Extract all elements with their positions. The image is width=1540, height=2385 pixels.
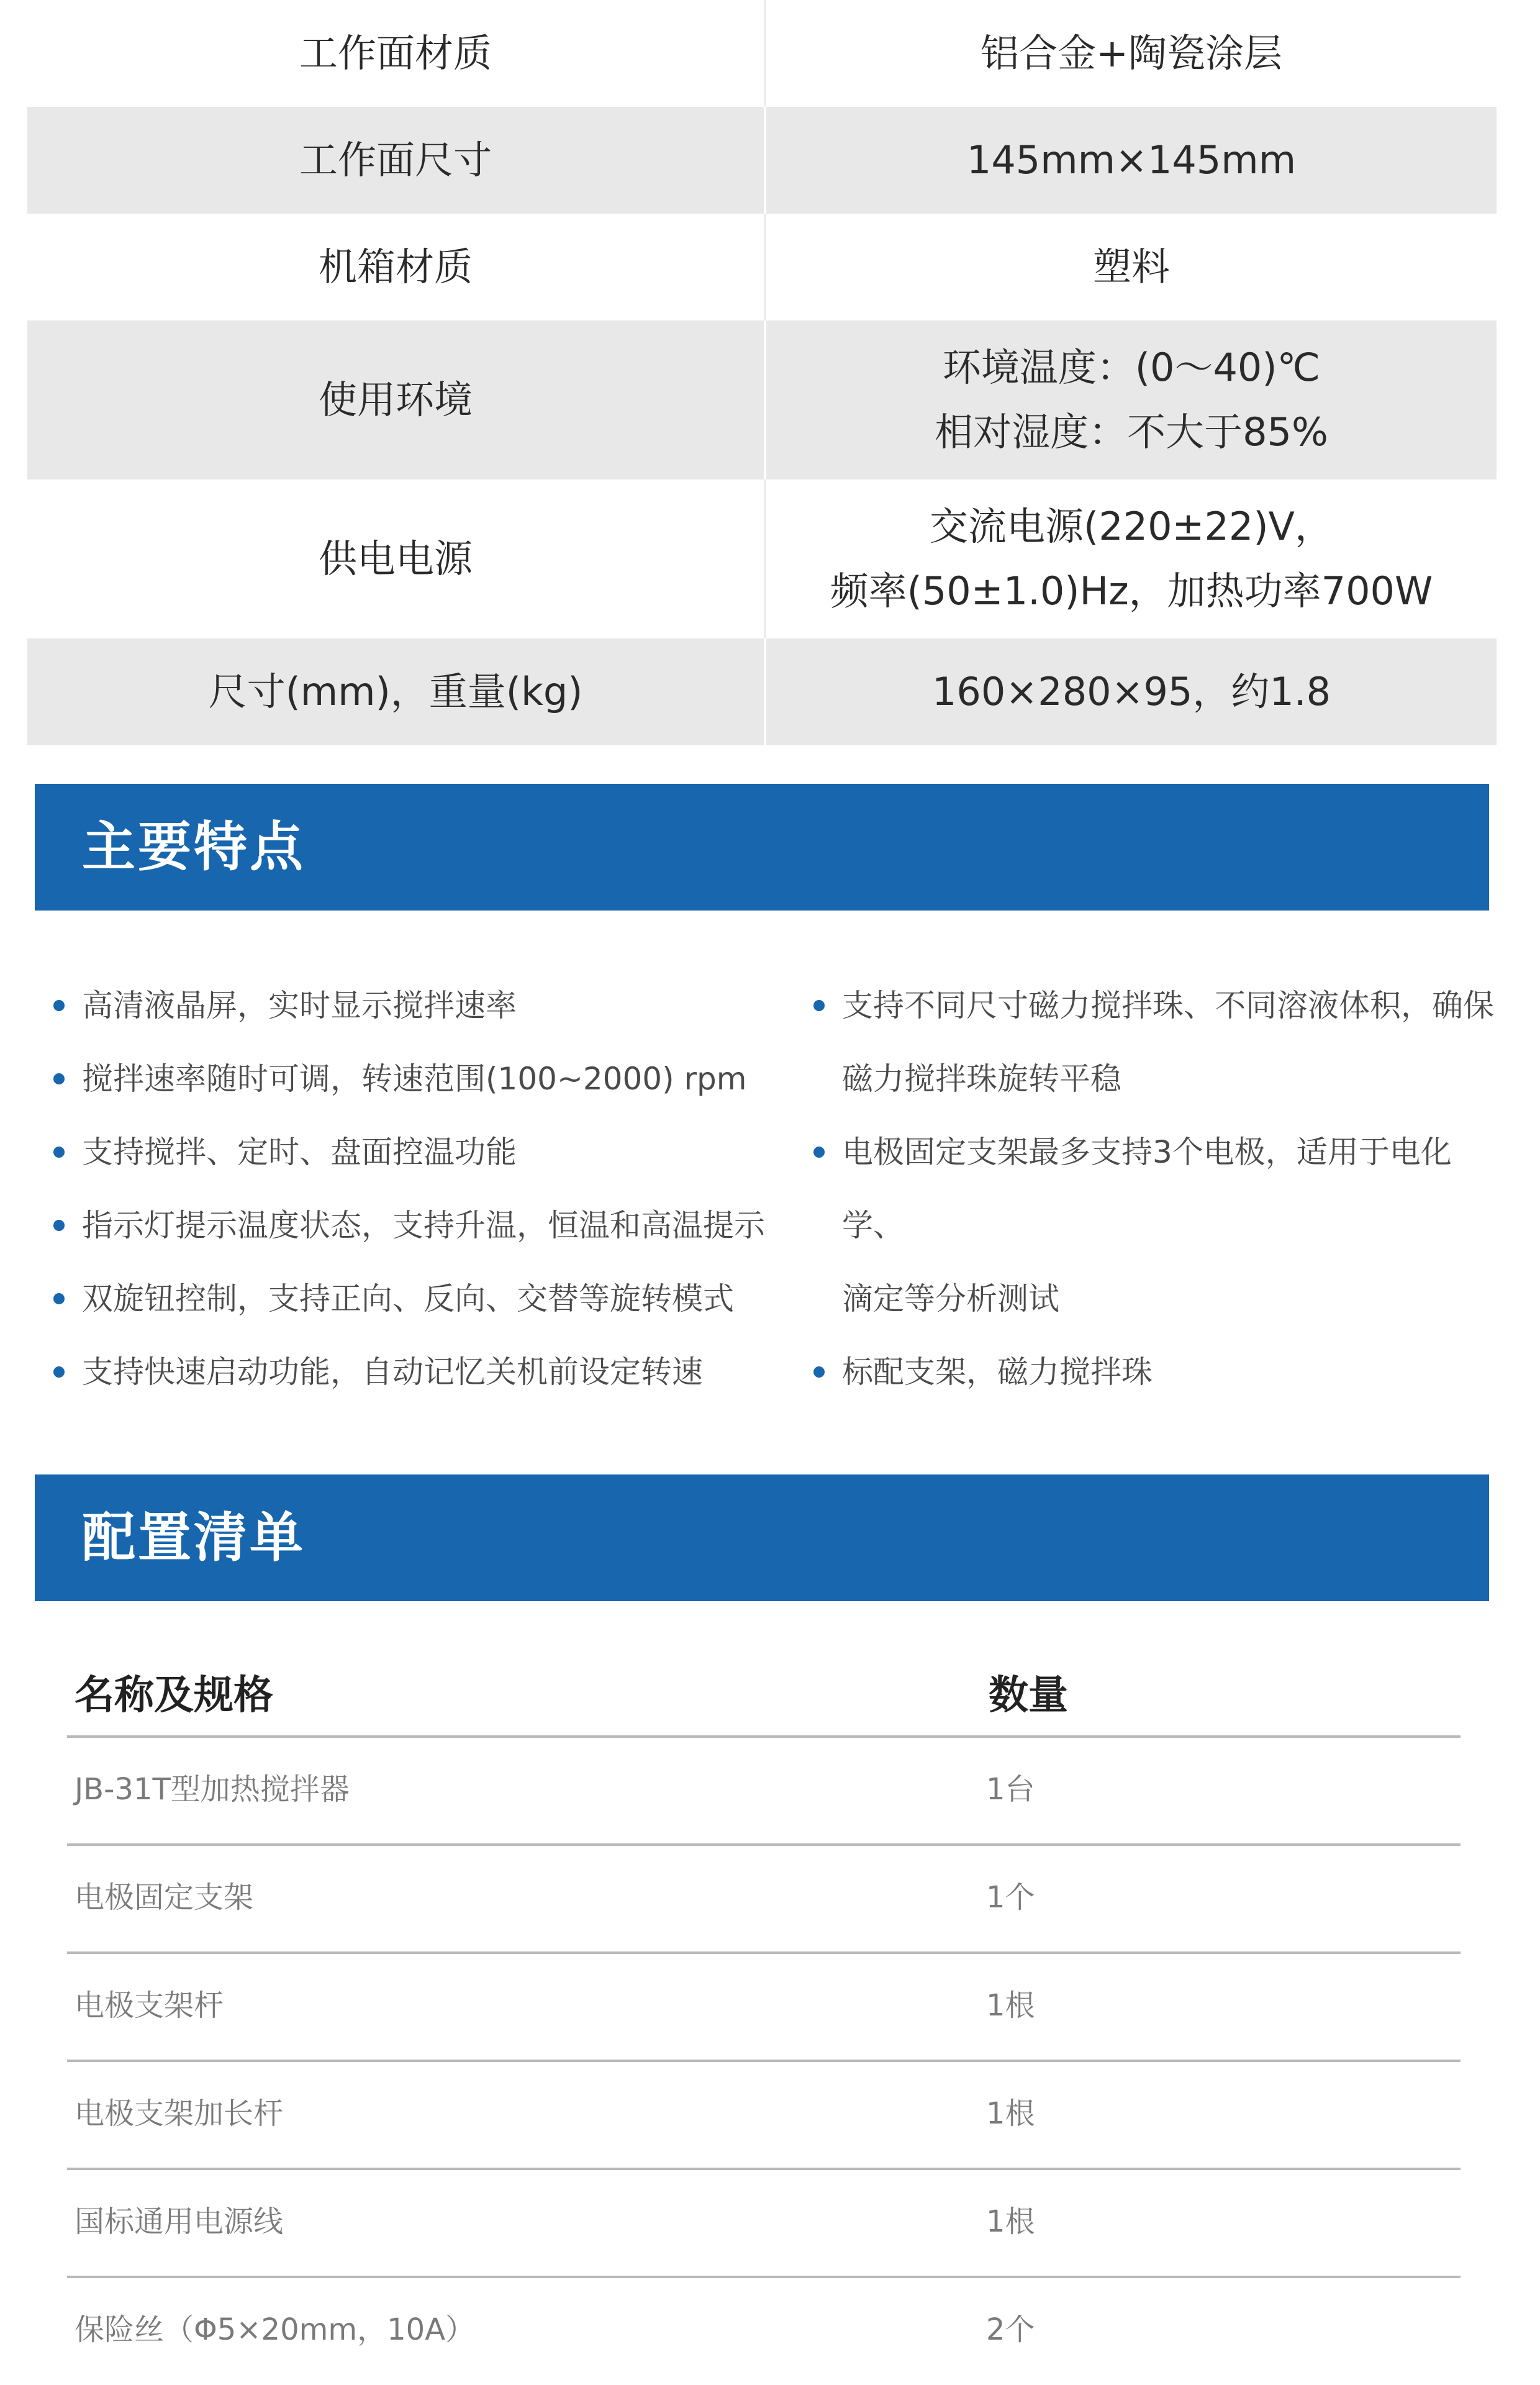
- config-table: [67, 1735, 1461, 2384]
- feature-item: 标配支架，磁力搅拌珠: [811, 1335, 1506, 1409]
- bullet-icon: [53, 1073, 65, 1084]
- item-name: 电极固定支架: [75, 1880, 254, 1915]
- spec-value-line: 相对湿度：不大于85%: [935, 409, 1328, 455]
- spec-row: [27, 638, 1497, 745]
- item-name: 国标通用电源线: [75, 2204, 284, 2239]
- spec-key: 工作面尺寸: [27, 107, 765, 214]
- spec-value: [765, 479, 1497, 638]
- table-row: [67, 2168, 1461, 2276]
- item-qty: 1个: [986, 1880, 1035, 1915]
- feature-item: 高清液晶屏，实时显示搅拌速率: [51, 969, 784, 1042]
- item-qty: 1根: [986, 2204, 1035, 2239]
- features-banner: [35, 784, 1489, 911]
- table-row: [67, 2276, 1461, 2384]
- spec-value: [765, 320, 1497, 479]
- section-title: 配置清单: [82, 1507, 306, 1569]
- feature-item: 支持搅拌、定时、盘面控温功能: [51, 1115, 784, 1189]
- spec-row: [27, 0, 1497, 107]
- spec-row: [27, 320, 1497, 479]
- item-qty: 1根: [986, 2096, 1035, 2131]
- spec-key: 使用环境: [27, 320, 765, 479]
- bullet-icon: [813, 1000, 825, 1011]
- bullet-icon: [53, 1220, 65, 1231]
- column-header-qty: 数量: [989, 1673, 1068, 1719]
- spec-key: 机箱材质: [27, 214, 765, 320]
- section-title: 主要特点: [82, 816, 306, 878]
- feature-item: 指示灯提示温度状态，支持升温，恒温和高温提示: [51, 1189, 784, 1262]
- feature-item-continuation: 滴定等分析测试: [842, 1281, 1059, 1317]
- spec-table: [27, 0, 1497, 745]
- spec-value-line: 交流电源(220±22)V，: [930, 504, 1333, 549]
- spec-value: 塑料: [765, 214, 1497, 320]
- bullet-icon: [813, 1147, 825, 1158]
- spec-key: 工作面材质: [27, 0, 765, 107]
- feature-item: 支持快速启动功能，自动记忆关机前设定转速: [51, 1335, 784, 1409]
- item-qty: 2个: [986, 2312, 1035, 2347]
- column-header-name: 名称及规格: [75, 1673, 273, 1719]
- bullet-icon: [53, 1000, 65, 1011]
- feature-item: 支持不同尺寸磁力搅拌珠、不同溶液体积，确保: [811, 969, 1506, 1042]
- features-list-left: [51, 969, 784, 1409]
- table-row: [67, 2060, 1461, 2168]
- table-row: [67, 1843, 1461, 1951]
- config-table-header: [75, 1652, 1459, 1739]
- spec-key: 尺寸(mm)，重量(kg): [27, 638, 765, 745]
- spec-value-line: 环境温度：(0～40)℃: [942, 345, 1321, 390]
- spec-key: 供电电源: [27, 479, 765, 638]
- item-name: 电极支架加长杆: [75, 2096, 284, 2131]
- feature-item: 搅拌速率随时可调，转速范围(100~2000) rpm: [51, 1042, 784, 1115]
- feature-item: 双旋钮控制，支持正向、反向、交替等旋转模式: [51, 1262, 784, 1335]
- spec-value: 145mm×145mm: [765, 107, 1497, 214]
- features-list-right: [811, 969, 1506, 1409]
- table-row: [67, 1951, 1461, 2060]
- item-qty: 1根: [986, 1988, 1035, 2023]
- bullet-icon: [53, 1366, 65, 1378]
- spec-value: 160×280×95，约1.8: [765, 638, 1497, 745]
- bullet-icon: [53, 1147, 65, 1158]
- item-name: 保险丝（Φ5×20mm，10A）: [75, 2312, 476, 2347]
- spec-row: [27, 214, 1497, 320]
- bullet-icon: [53, 1293, 65, 1304]
- item-qty: 1台: [986, 1772, 1035, 1807]
- feature-item: 电极固定支架最多支持3个电极，适用于电化学、: [811, 1115, 1506, 1262]
- item-name: 电极支架杆: [75, 1988, 224, 2023]
- spec-value-line: 频率(50±1.0)Hz，加热功率700W: [830, 568, 1433, 614]
- table-row: [67, 1735, 1461, 1843]
- spec-value: 铝合金+陶瓷涂层: [765, 0, 1497, 107]
- feature-item-continuation: 磁力搅拌珠旋转平稳: [842, 1061, 1121, 1097]
- spec-row: [27, 107, 1497, 214]
- config-banner: [35, 1474, 1489, 1601]
- bullet-icon: [813, 1366, 825, 1378]
- item-name: JB-31T型加热搅拌器: [75, 1772, 350, 1807]
- spec-row: [27, 479, 1497, 638]
